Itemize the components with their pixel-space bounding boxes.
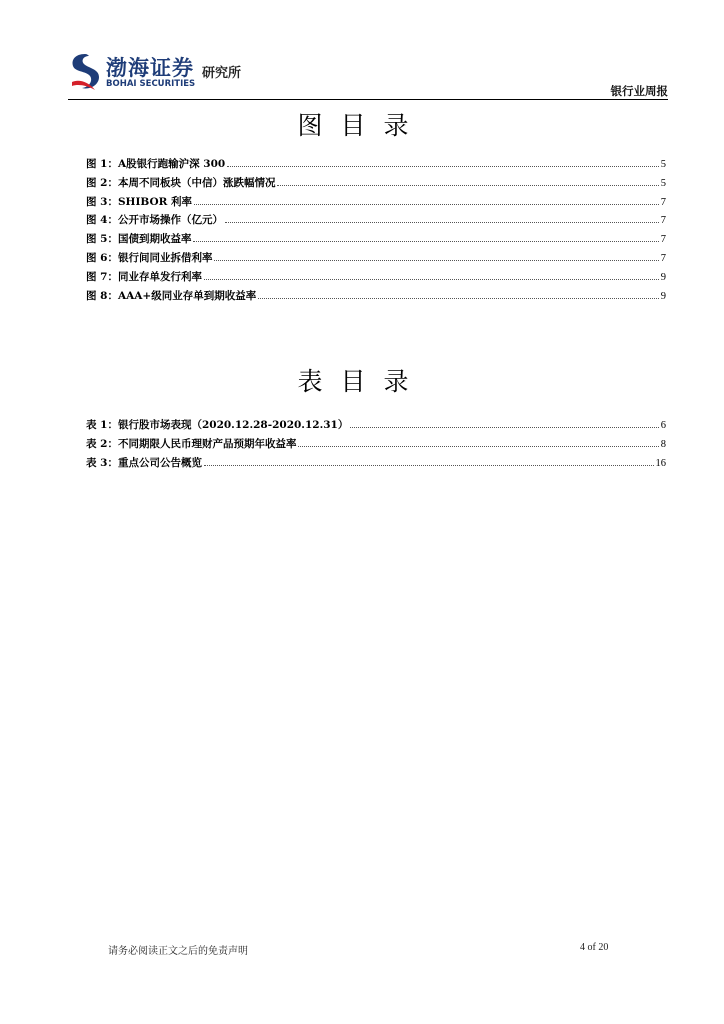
logo-english-name: BOHAI SECURITIES xyxy=(106,79,196,89)
toc-entry-label: 图 7：同业存单发行利率 xyxy=(86,270,202,283)
toc-entry[interactable] xyxy=(86,417,666,436)
toc-leader xyxy=(214,260,658,261)
toc-leader xyxy=(298,446,658,447)
tables-toc-list xyxy=(86,417,666,473)
institute-name: 研究所 xyxy=(202,66,242,81)
toc-entry-page: 7 xyxy=(660,234,666,246)
toc-leader xyxy=(204,465,654,466)
toc-entry[interactable] xyxy=(86,250,666,269)
toc-entry-label: 图 4：公开市场操作（亿元） xyxy=(86,214,223,227)
header-divider xyxy=(68,99,668,100)
logo-chinese-name: 渤海证券 xyxy=(106,55,194,80)
toc-entry-page: 7 xyxy=(660,196,666,208)
toc-leader xyxy=(204,279,659,280)
toc-leader xyxy=(258,298,659,299)
toc-entry[interactable] xyxy=(86,436,666,455)
toc-entry-label: 图 8：AAA+级同业存单到期收益率 xyxy=(86,289,257,302)
toc-entry-label: 图 2：本周不同板块（中信）涨跌幅情况 xyxy=(86,176,276,189)
toc-entry-page: 9 xyxy=(660,271,666,283)
toc-entry-label: 图 3：SHIBOR 利率 xyxy=(86,195,192,208)
toc-leader xyxy=(227,166,659,167)
toc-entry-page: 5 xyxy=(660,159,666,170)
toc-entry-label: 图 6：银行间同业拆借利率 xyxy=(86,251,213,264)
toc-entry[interactable] xyxy=(86,288,666,307)
toc-entry[interactable] xyxy=(86,156,666,175)
toc-entry[interactable] xyxy=(86,194,666,213)
toc-entry-label: 表 3：重点公司公告概览 xyxy=(86,456,202,469)
report-type: 银行业周报 xyxy=(610,84,668,98)
toc-entry[interactable] xyxy=(86,455,666,474)
page-header xyxy=(68,50,668,102)
toc-entry-page: 8 xyxy=(660,438,666,450)
toc-leader xyxy=(225,222,659,223)
footer-page-number: 4 of 20 xyxy=(580,942,609,953)
toc-entry-page: 7 xyxy=(660,215,666,227)
toc-entry-label: 表 1：银行股市场表现（2020.12.28-2020.12.31） xyxy=(86,419,349,431)
toc-entry-page: 5 xyxy=(660,177,666,189)
toc-leader xyxy=(277,185,658,186)
toc-entry-label: 图 1：A股银行跑输沪深 300 xyxy=(86,158,226,170)
toc-entry-label: 图 5：国债到期收益率 xyxy=(86,233,192,246)
toc-entry-page: 16 xyxy=(655,457,666,469)
toc-entry[interactable] xyxy=(86,269,666,288)
footer-disclaimer: 请务必阅读正文之后的免责声明 xyxy=(108,946,248,957)
toc-entry[interactable] xyxy=(86,175,666,194)
toc-entry-label: 表 2：不同期限人民币理财产品预期年收益率 xyxy=(86,437,297,450)
toc-entry[interactable] xyxy=(86,231,666,250)
toc-entry-page: 7 xyxy=(660,252,666,264)
toc-entry-page: 9 xyxy=(660,290,666,302)
toc-entry[interactable] xyxy=(86,212,666,231)
toc-leader xyxy=(193,241,658,242)
toc-leader xyxy=(350,427,658,428)
toc-entry-page: 6 xyxy=(660,420,666,431)
tables-toc-title: 表目录 xyxy=(297,367,427,396)
figures-toc-title: 图目录 xyxy=(297,111,427,140)
figures-toc-list xyxy=(86,156,666,306)
toc-leader xyxy=(194,204,659,205)
bohai-logo-icon xyxy=(68,52,102,92)
